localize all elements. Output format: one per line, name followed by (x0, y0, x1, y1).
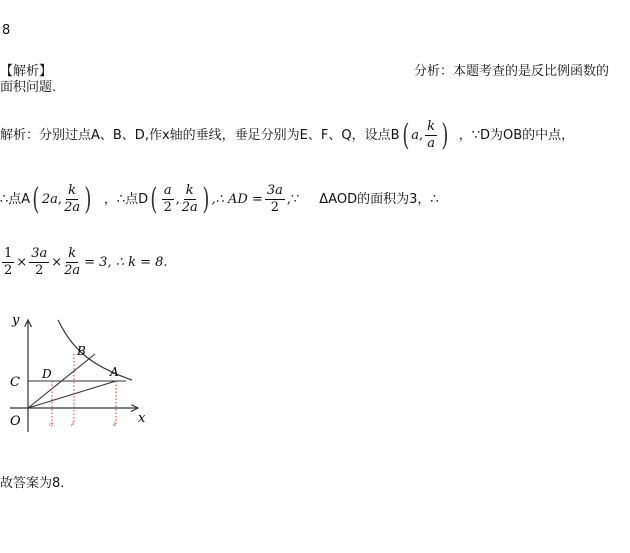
right-paren: ) (84, 181, 92, 217)
foot-e-label: E (113, 422, 117, 428)
segment-oa (28, 381, 116, 408)
d-y-denominator: 2a (181, 200, 198, 215)
origin-label: O (10, 414, 21, 429)
ad-prefix: ,∴ AD = (211, 191, 263, 207)
a-y-fraction (64, 183, 80, 216)
ad-post: ,∵ (286, 191, 300, 207)
three-a-numerator: 3a (31, 246, 48, 261)
foot-f-label: F (71, 422, 75, 428)
d-x-numerator: a (163, 183, 172, 198)
solution-line-3 (0, 246, 168, 279)
d-y-numerator: k (185, 183, 194, 198)
y-axis-label: y (12, 313, 20, 328)
line2-prefix: ∴点A (0, 191, 31, 207)
c-label: C (10, 375, 20, 390)
a-label: A (110, 365, 119, 379)
b-y-numerator: k (427, 119, 436, 134)
b-comma: , (418, 127, 424, 143)
b-x-coord: a (411, 127, 419, 143)
a-comma: , (57, 191, 63, 207)
area-text: ΔAOD的面积为3，∴ (319, 191, 439, 207)
half-denominator: 2 (4, 263, 13, 278)
left-paren: ( (401, 117, 409, 153)
three-a-denominator: 2 (35, 263, 44, 278)
ad-numerator: 3a (266, 183, 283, 198)
line1-after: ，∵D为OB的中点， (458, 127, 575, 143)
d-x-denominator: 2 (163, 200, 172, 215)
line2-mid: ，∴点D (103, 191, 149, 207)
line3-result: = 3, ∴ k = 8. (84, 254, 168, 270)
k-over-2a-fraction (64, 246, 80, 279)
analysis-summary-part2: 面积问题. (0, 80, 57, 95)
a-y-denominator: 2a (64, 200, 81, 215)
right-paren: ) (441, 117, 449, 153)
right-paren: ) (202, 181, 210, 217)
b-y-fraction (425, 119, 437, 152)
d-y-fraction (182, 183, 198, 216)
ad-fraction (265, 183, 285, 216)
half-fraction (2, 246, 14, 279)
d-x-fraction (162, 183, 174, 216)
line1-text: 解析：分别过点A、B、D,作x轴的垂线，垂足分别为E、F、Q，设点B (0, 127, 400, 143)
times-sign-1: × (16, 254, 28, 270)
k-numerator: k (68, 246, 77, 261)
hyperbola-curve (58, 320, 132, 380)
a-y-numerator: k (68, 183, 77, 198)
analysis-summary-part1: 分析：本题考查的是反比例函数的 (414, 64, 610, 79)
foot-q-label: Q (49, 422, 54, 428)
d-comma: , (175, 191, 180, 207)
three-a-half-fraction (29, 246, 49, 279)
x-axis-label: x (138, 411, 146, 426)
ad-denominator: 2 (270, 200, 280, 215)
left-paren: ( (32, 181, 40, 217)
question-number: 8 (2, 23, 11, 38)
two-a-denominator: 2a (64, 263, 81, 278)
left-paren: ( (150, 181, 158, 217)
b-y-denominator: a (427, 136, 435, 151)
solution-line-2 (0, 183, 439, 216)
a-x-coord: 2a (41, 191, 58, 207)
geometry-figure (0, 308, 160, 434)
solution-line-1 (0, 119, 574, 152)
times-sign-2: × (51, 254, 63, 270)
final-answer: 故答案为8. (0, 476, 65, 491)
analysis-label: 【解析】 (0, 64, 53, 79)
d-label: D (42, 367, 52, 381)
b-label: B (77, 344, 86, 358)
half-numerator: 1 (4, 246, 13, 261)
